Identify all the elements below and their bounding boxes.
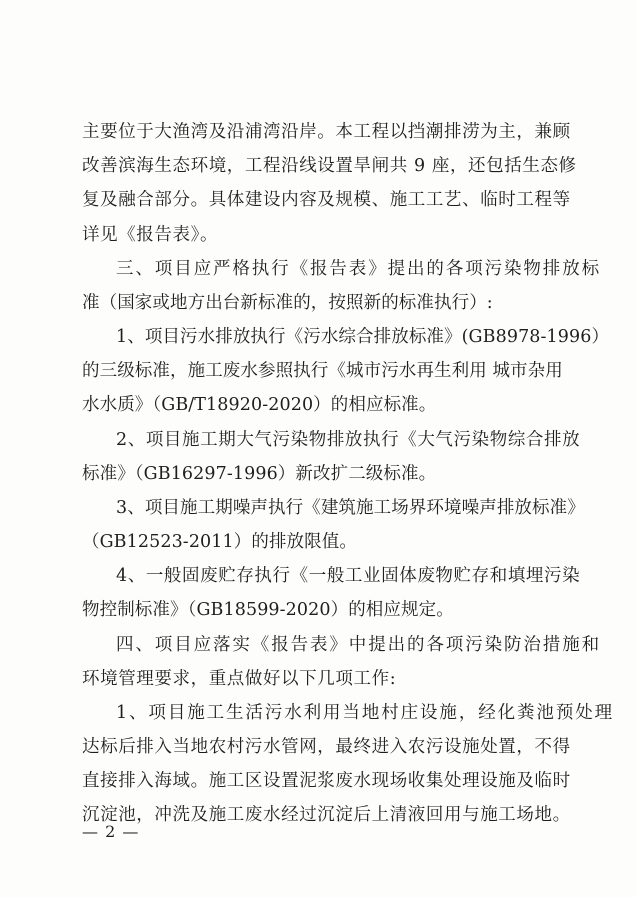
list-item-1: 1、项目施工生活污水利用当地村庄设施，经化粪池预处理 bbox=[116, 703, 615, 723]
list-item-4: 4、一般固废贮存执行《一般工业固体废物贮存和填埋污染 bbox=[116, 566, 581, 586]
body-text-line: 物控制标准》（GB18599-2020）的相应规定。 bbox=[82, 600, 454, 620]
body-text-line: 复及融合部分。具体建设内容及规模、施工工艺、临时工程等 bbox=[82, 190, 571, 210]
list-item-2: 2、项目施工期大气污染物排放执行《大气污染物综合排放 bbox=[116, 430, 581, 450]
body-text-line: 详见《报告表》。 bbox=[82, 225, 219, 245]
body-text-line: 主要位于大渔湾及沿浦湾沿岸。本工程以挡潮排涝为主，兼顾 bbox=[82, 122, 571, 142]
body-text-line: （GB12523-2011）的排放限值。 bbox=[82, 532, 357, 552]
body-text-line: 环境管理要求，重点做好以下几项工作: bbox=[82, 669, 397, 689]
body-text-line: 标准》（GB16297-1996）新改扩二级标准。 bbox=[82, 464, 437, 484]
list-item-1: 1、项目污水排放执行《污水综合排放标准》(GB8978-1996） bbox=[116, 327, 610, 347]
list-item-3: 3、项目施工期噪声执行《建筑施工场界环境噪声排放标准》 bbox=[116, 498, 585, 518]
body-text-line: 改善滨海生态环境，工程沿线设置旱闸共 9 座，还包括生态修 bbox=[82, 156, 577, 176]
body-text-line: 水水质》（GB/T18920-2020）的相应标准。 bbox=[82, 395, 437, 415]
body-text-line: 达标后排入当地农村污水管网，最终进入农污设施处置，不得 bbox=[82, 737, 571, 757]
body-text-line: 沉淀池，冲洗及施工废水经过沉淀后上清液回用与施工场地。 bbox=[82, 805, 571, 825]
section-heading-four: 四、项目应落实《报告表》中提出的各项污染防治措施和 bbox=[116, 635, 601, 655]
body-text-line: 直接排入海域。施工区设置泥浆废水现场收集处理设施及临时 bbox=[82, 771, 571, 791]
section-heading-three: 三、项目应严格执行《报告表》提出的各项污染物排放标 bbox=[116, 259, 601, 279]
page-number: — 2 — bbox=[82, 822, 140, 841]
body-text-line: 的三级标准，施工废水参照执行《城市污水再生利用 城市杂用 bbox=[82, 361, 563, 381]
body-text-line: 准（国家或地方出台新标准的，按照新的标准执行）: bbox=[82, 293, 493, 313]
